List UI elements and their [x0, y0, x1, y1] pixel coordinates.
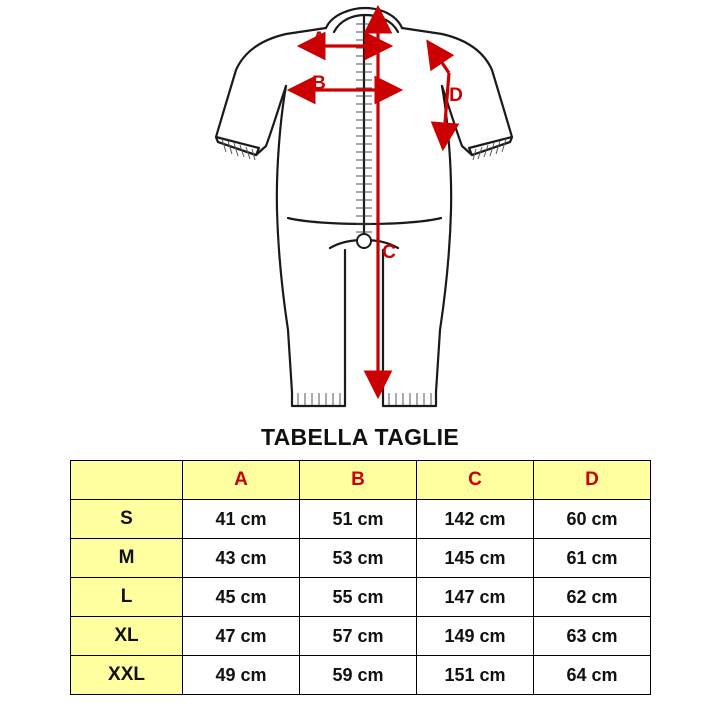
cell-s-d: 60 cm	[534, 500, 651, 539]
column-header-c: C	[417, 461, 534, 500]
cell-l-a: 45 cm	[183, 578, 300, 617]
size-table	[70, 460, 651, 695]
cell-m-c: 145 cm	[417, 539, 534, 578]
table-row	[71, 656, 651, 695]
cell-l-d: 62 cm	[534, 578, 651, 617]
cell-s-c: 142 cm	[417, 500, 534, 539]
row-header-l: L	[71, 578, 183, 617]
table-row	[71, 539, 651, 578]
cell-m-d: 61 cm	[534, 539, 651, 578]
cell-m-b: 53 cm	[300, 539, 417, 578]
table-header-row	[71, 461, 651, 500]
cell-l-b: 55 cm	[300, 578, 417, 617]
cell-xxl-a: 49 cm	[183, 656, 300, 695]
column-header-b: B	[300, 461, 417, 500]
measure-label-c: C	[382, 242, 396, 263]
size-table-head	[71, 461, 651, 500]
cell-m-a: 43 cm	[183, 539, 300, 578]
table-row	[71, 617, 651, 656]
cell-xl-b: 57 cm	[300, 617, 417, 656]
cell-xxl-c: 151 cm	[417, 656, 534, 695]
cell-xxl-d: 64 cm	[534, 656, 651, 695]
measure-label-d: D	[449, 85, 463, 106]
row-header-xl: XL	[71, 617, 183, 656]
cell-xxl-b: 59 cm	[300, 656, 417, 695]
row-header-m: M	[71, 539, 183, 578]
measure-label-a: A	[312, 29, 326, 50]
measure-label-b: B	[312, 73, 326, 94]
column-header-a: A	[183, 461, 300, 500]
table-row	[71, 500, 651, 539]
page-title: TABELLA TAGLIE	[261, 424, 459, 450]
row-header-xxl: XXL	[71, 656, 183, 695]
row-header-s: S	[71, 500, 183, 539]
cell-l-c: 147 cm	[417, 578, 534, 617]
size-table-body	[71, 500, 651, 695]
cell-s-b: 51 cm	[300, 500, 417, 539]
cell-xl-d: 63 cm	[534, 617, 651, 656]
table-row	[71, 578, 651, 617]
column-header-d: D	[534, 461, 651, 500]
size-table-container	[70, 460, 650, 695]
cell-xl-c: 149 cm	[417, 617, 534, 656]
cell-xl-a: 47 cm	[183, 617, 300, 656]
table-corner-cell	[71, 461, 183, 500]
cell-s-a: 41 cm	[183, 500, 300, 539]
